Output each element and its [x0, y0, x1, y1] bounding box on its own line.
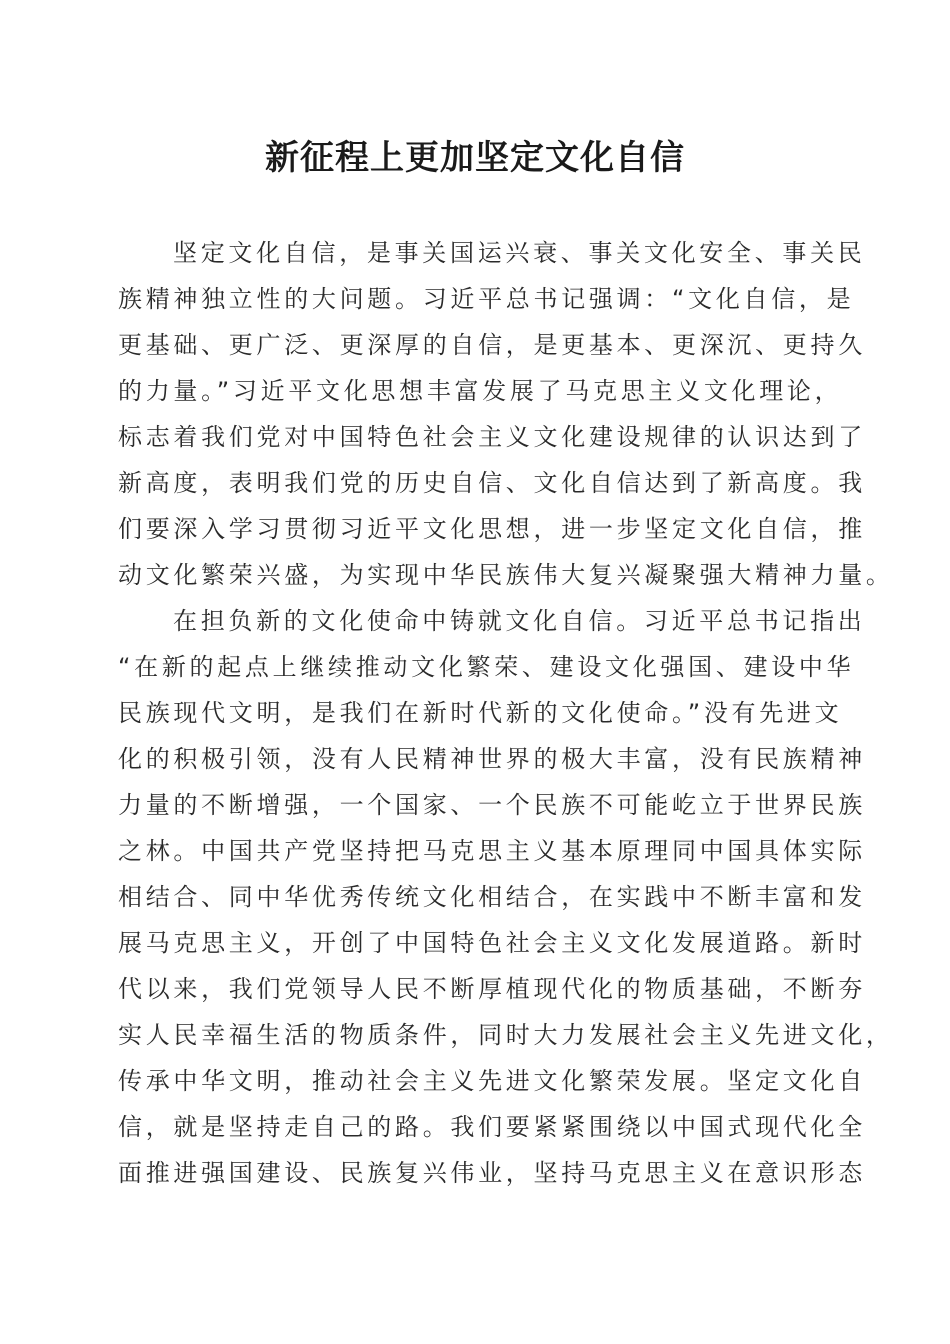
paragraph-line: 代以来，我们党领导人民不断厚植现代化的物质基础，不断夯	[118, 975, 866, 1003]
paragraph-line: 力量的不断增强，一个国家、一个民族不可能屹立于世界民族	[118, 791, 866, 819]
paragraph-line: 展马克思主义，开创了中国特色社会主义文化发展道路。新时	[118, 929, 866, 957]
paragraph-line: 动文化繁荣兴盛，为实现中华民族伟大复兴凝聚强大精神力量。	[118, 561, 894, 589]
paragraph-line: 标志着我们党对中国特色社会主义文化建设规律的认识达到了	[118, 423, 866, 451]
paragraph-line: 更基础、更广泛、更深厚的自信，是更基本、更深沉、更持久	[118, 331, 866, 359]
document-title: 新征程上更加坚定文化自信	[265, 138, 685, 178]
paragraph-line: 在担负新的文化使命中铸就文化自信。习近平总书记指出	[173, 607, 866, 635]
paragraph-1	[118, 230, 894, 598]
paragraph-line: 坚定文化自信，是事关国运兴衰、事关文化安全、事关民	[173, 239, 866, 267]
document-body	[118, 230, 894, 1196]
paragraph-line: 相结合、同中华优秀传统文化相结合，在实践中不断丰富和发	[118, 883, 866, 911]
paragraph-line: 传承中华文明，推动社会主义先进文化繁荣发展。坚定文化自	[118, 1067, 866, 1095]
paragraph-line: 们要深入学习贯彻习近平文化思想，进一步坚定文化自信，推	[118, 515, 866, 543]
paragraph-line: 化的积极引领，没有人民精神世界的极大丰富，没有民族精神	[118, 745, 866, 773]
paragraph-line: 实人民幸福生活的物质条件，同时大力发展社会主义先进文化，	[118, 1021, 894, 1049]
paragraph-line: 族精神独立性的大问题。习近平总书记强调：“文化自信，是	[118, 285, 855, 313]
paragraph-line: 新高度，表明我们党的历史自信、文化自信达到了新高度。我	[118, 469, 866, 497]
paragraph-line: 之林。中国共产党坚持把马克思主义基本原理同中国具体实际	[118, 837, 866, 865]
paragraph-2	[118, 598, 894, 1196]
paragraph-line: 信，就是坚持走自己的路。我们要紧紧围绕以中国式现代化全	[118, 1113, 866, 1141]
paragraph-line: 民族现代文明，是我们在新时代新的文化使命。”没有先进文	[118, 699, 843, 727]
paragraph-line: 面推进强国建设、民族复兴伟业，坚持马克思主义在意识形态	[118, 1159, 866, 1187]
paragraph-line: “在新的起点上继续推动文化繁荣、建设文化强国、建设中华	[118, 653, 855, 681]
paragraph-line: 的力量。”习近平文化思想丰富发展了马克思主义文化理论，	[118, 377, 843, 405]
